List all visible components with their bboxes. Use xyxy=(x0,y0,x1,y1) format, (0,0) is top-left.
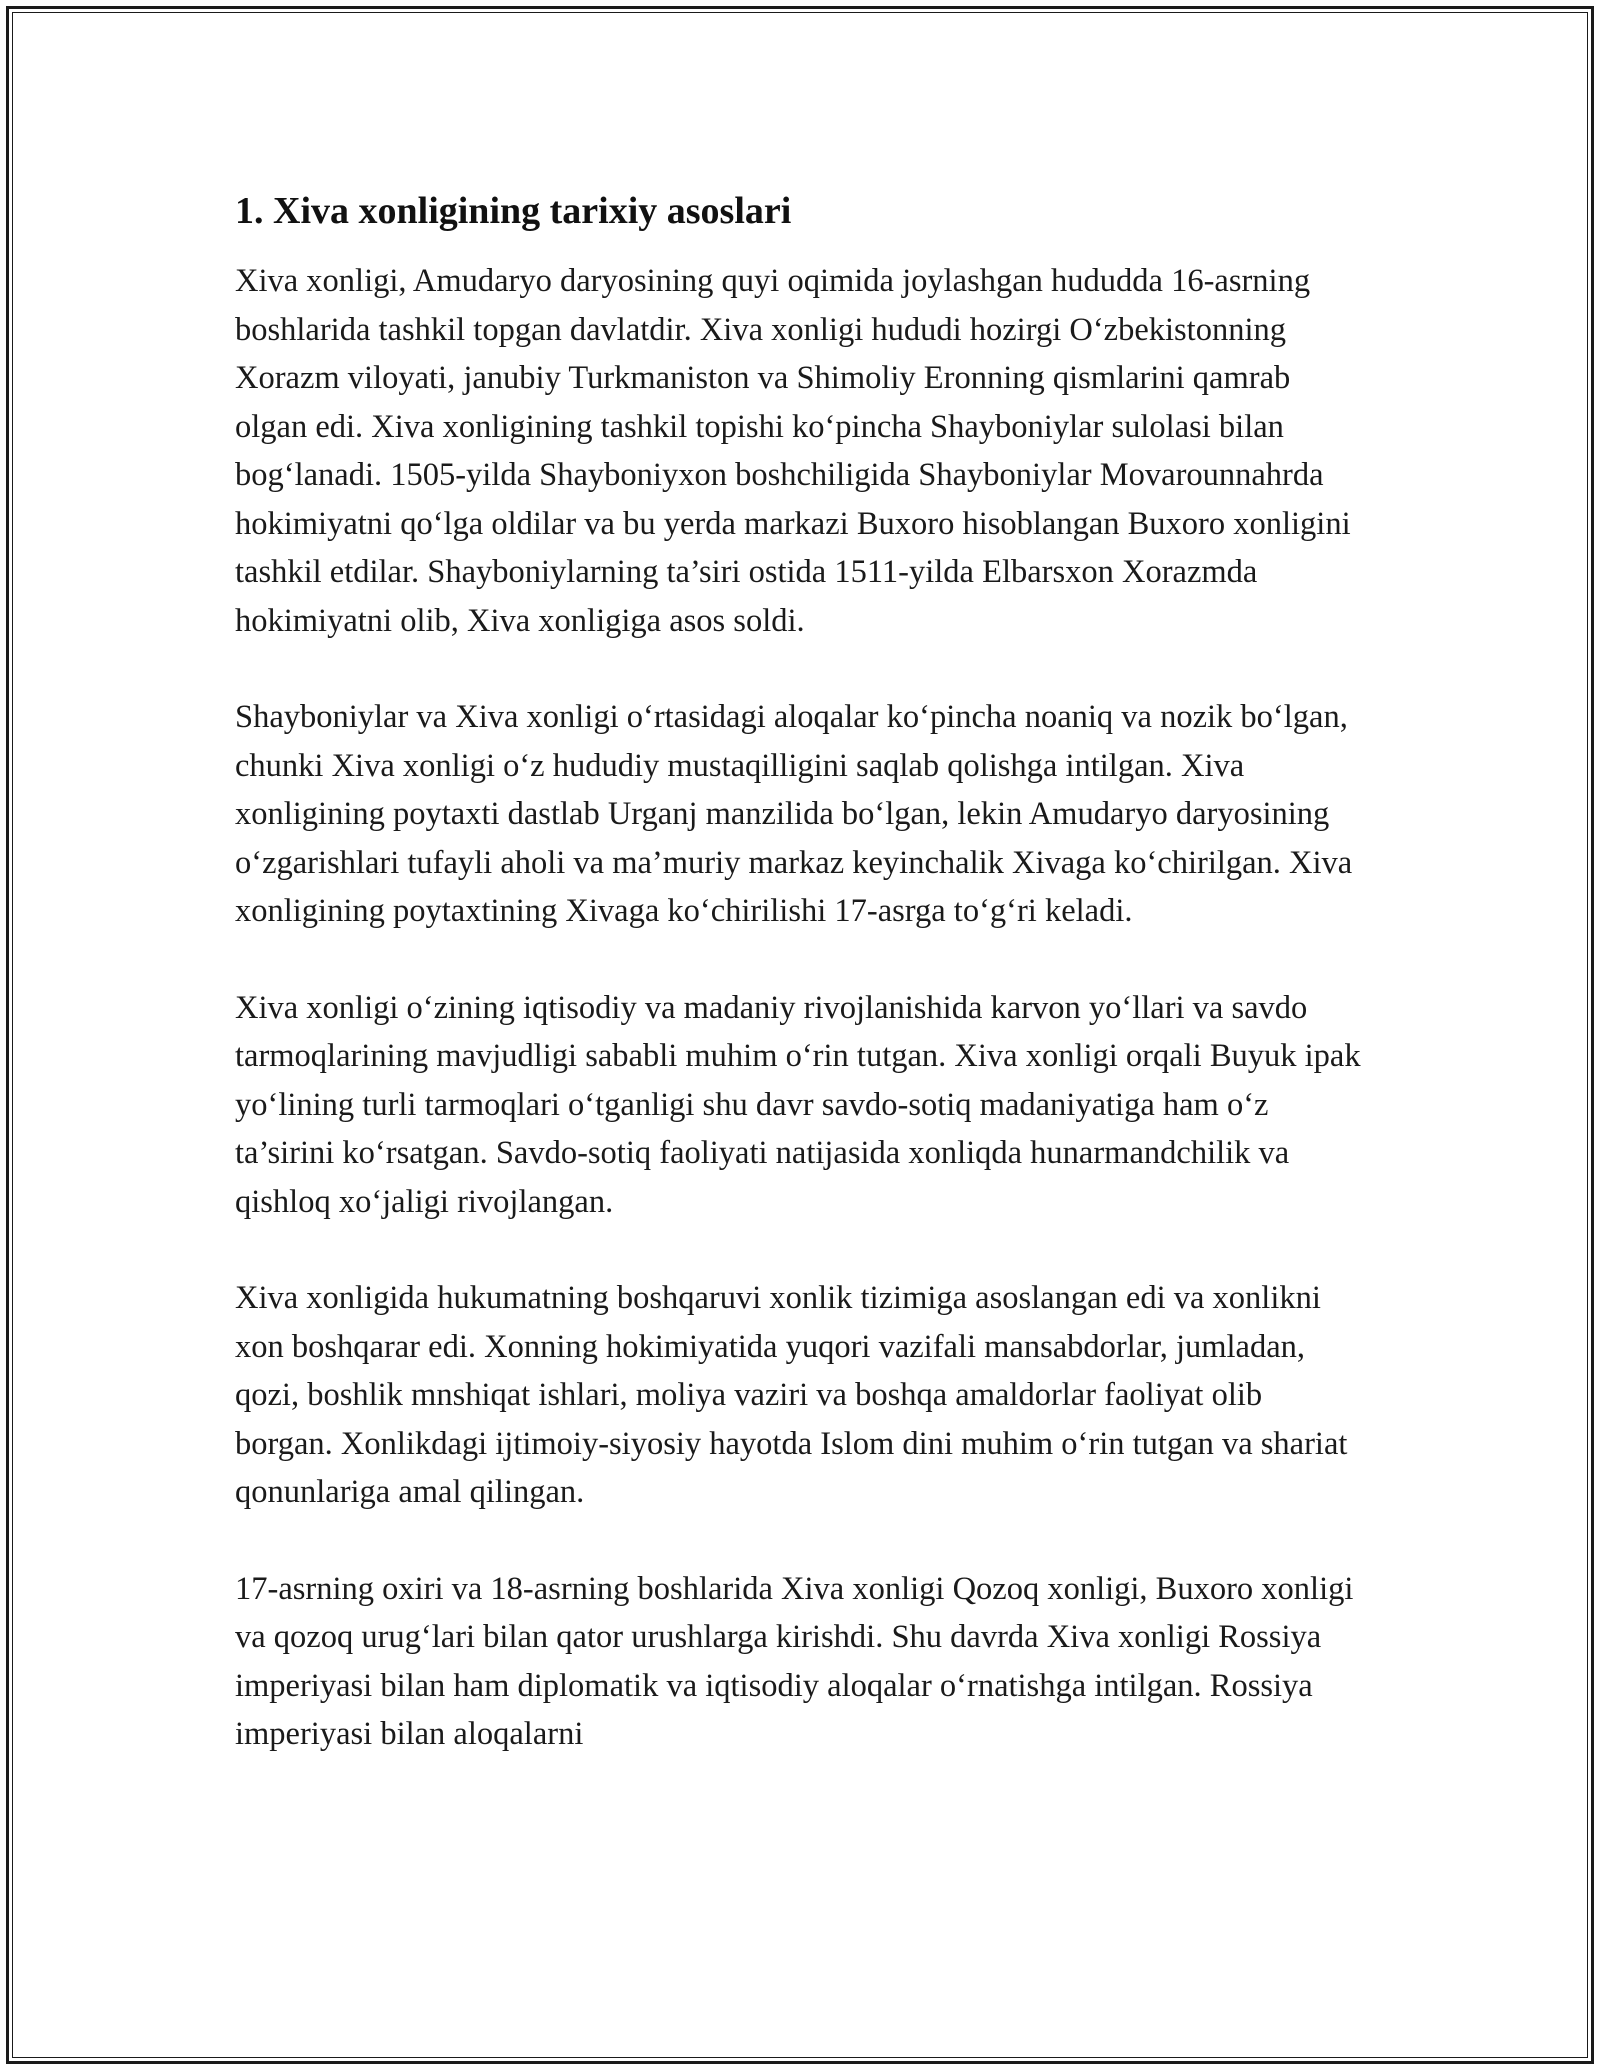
paragraph-4: Xiva xonligida hukumatning boshqaruvi xonlik tizimiga asoslangan edi va xonlikni xon boshqarar edi. Xonning hokimiyatida yuqori vazifali mansabdorlar, jumladan, qozi, boshlik mnshiqat ishlari, moliya vaziri va boshqa amaldorlar faoliyat olib borgan. Xonlikdagi ijtimoiy-siyosiy hayotda Islom dini muhim o‘rin tutgan va shariat qonunlariga amal qilingan. xyxy=(235,1280,1348,1510)
section-heading: 1. Xiva xonligining tarixiy asoslari xyxy=(235,190,792,232)
document-body xyxy=(235,185,1365,1759)
paragraph-5: 17-asrning oxiri va 18-asrning boshlarida Xiva xonligi Qozoq xonligi, Buxoro xonligi va qozoq urug‘lari bilan qator urushlarga kirishdi. Shu davrda Xiva xonligi Rossiya imperiyasi bilan ham diplomatik va iqtisodiy aloqalar o‘rnatishga intilgan. Rossiya imperiyasi bilan aloqalarni xyxy=(235,1570,1354,1752)
paragraph-1: Xiva xonligi, Amudaryo daryosining quyi oqimida joylashgan hududda 16-asrning boshlarida tashkil topgan davlatdir. Xiva xonligi hududi hozirgi O‘zbekistonning Xorazm viloyati, janubiy Turkmaniston va Shimoliy Eronning qismlarini qamrab olgan edi. Xiva xonligining tashkil topishi ko‘pincha Shayboniylar sulolasi bilan bog‘lanadi. 1505-yilda Shayboniyxon boshchiligida Shayboniylar Movarounnahrda hokimiyatni qo‘lga oldilar va bu yerda markazi Buxoro hisoblangan Buxoro xonligini tashkil etdilar. Shayboniylarning ta’siri ostida 1511-yilda Elbarsxon Xorazmda hokimiyatni olib, Xiva xonligiga asos soldi. xyxy=(235,263,1351,639)
paragraph-3: Xiva xonligi o‘zining iqtisodiy va madaniy rivojlanishida karvon yo‘llari va savdo tarmoqlarining mavjudligi sababli muhim o‘rin tutgan. Xiva xonligi orqali Buyuk ipak yo‘lining turli tarmoqlari o‘tganligi shu davr savdo-sotiq madaniyatiga ham o‘z ta’sirini ko‘rsatgan. Savdo-sotiq faoliyati natijasida xonliqda hunarmandchilik va qishloq xo‘jaligi rivojlangan. xyxy=(235,989,1361,1220)
paragraph-2: Shayboniylar va Xiva xonligi o‘rtasidagi aloqalar ko‘pincha noaniq va nozik bo‘lgan, chunki Xiva xonligi o‘z hududiy mustaqilligini saqlab qolishga intilgan. Xiva xonligining poytaxti dastlab Urganj manzilida bo‘lgan, lekin Amudaryo daryosining o‘zgarishlari tufayli aholi va ma’muriy markaz keyinchalik Xivaga ko‘chirilgan. Xiva xonligining poytaxtining Xivaga ko‘chirilishi 17-asrga to‘g‘ri keladi. xyxy=(235,699,1353,929)
